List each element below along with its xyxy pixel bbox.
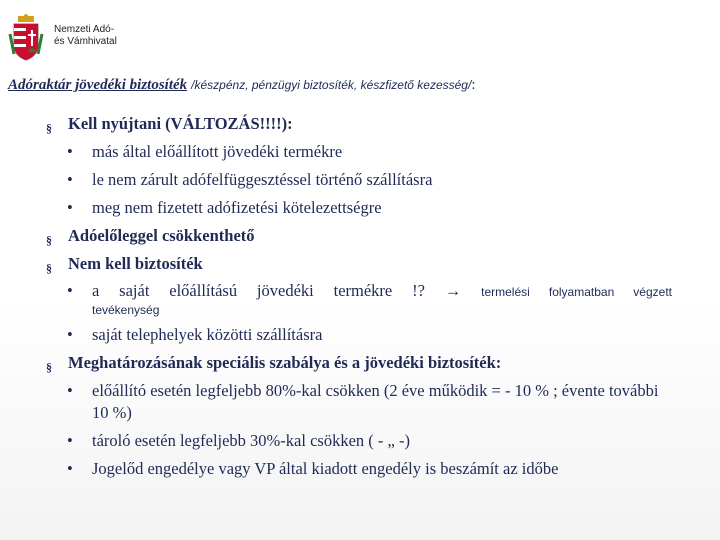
- bullet-icon: •: [67, 431, 73, 450]
- square-bullet-icon: §: [46, 360, 52, 374]
- bullet-icon: •: [67, 325, 73, 344]
- logo-text: Nemzeti Adó- és Vámhivatal: [54, 24, 117, 47]
- list-item: § Nem kell biztosíték: [44, 253, 684, 275]
- list-item: § Adóelőleggel csökkenthető: [44, 225, 684, 247]
- bullet-icon: •: [67, 281, 73, 300]
- list-item: • saját telephelyek közötti szállításra: [67, 325, 323, 344]
- bullet-icon: •: [67, 381, 73, 400]
- coat-of-arms-icon: [8, 14, 44, 62]
- list-item: • meg nem fizetett adófizetési kötelezettségre: [67, 198, 382, 217]
- nav-logo: [8, 14, 148, 64]
- bullet-icon: •: [67, 170, 73, 189]
- list-item: • Jogelőd engedélye vagy VP által kiadott engedély is beszámít az időbe: [67, 459, 559, 478]
- list-item: • a saját előállítású jövedéki termékre !? → termelési folyamatban végzett tevékenység: [67, 281, 672, 317]
- title-main: Adóraktár jövedéki biztosíték: [8, 77, 188, 93]
- title-subtitle: /készpénz, pénzügyi biztosíték, készfizető kezesség/: [191, 78, 472, 92]
- bullet-icon: •: [67, 142, 73, 161]
- list-item: • előállító esetén legfeljebb 80%-kal csökken (2 éve működik = - 10 % ; évente további 10 %): [67, 381, 659, 422]
- page-title: Adóraktár jövedéki biztosíték /készpénz, pénzügyi biztosíték, készfizető kezesség/:: [8, 77, 476, 93]
- square-bullet-icon: §: [46, 121, 52, 135]
- list-item: § Kell nyújtani (VÁLTOZÁS!!!!):: [44, 113, 684, 135]
- list-item: • tároló esetén legfeljebb 30%-kal csökken ( - „ -): [67, 431, 410, 450]
- square-bullet-icon: §: [46, 233, 52, 247]
- bullet-icon: •: [67, 198, 73, 217]
- bullet-list: [44, 113, 684, 486]
- square-bullet-icon: §: [46, 261, 52, 275]
- list-item: • le nem zárult adófelfüggesztéssel történő szállításra: [67, 170, 433, 189]
- list-item: • más által előállított jövedéki termékre: [67, 142, 343, 161]
- bullet-icon: •: [67, 459, 73, 478]
- list-item: § Meghatározásának speciális szabálya és a jövedéki biztosíték:: [44, 352, 684, 374]
